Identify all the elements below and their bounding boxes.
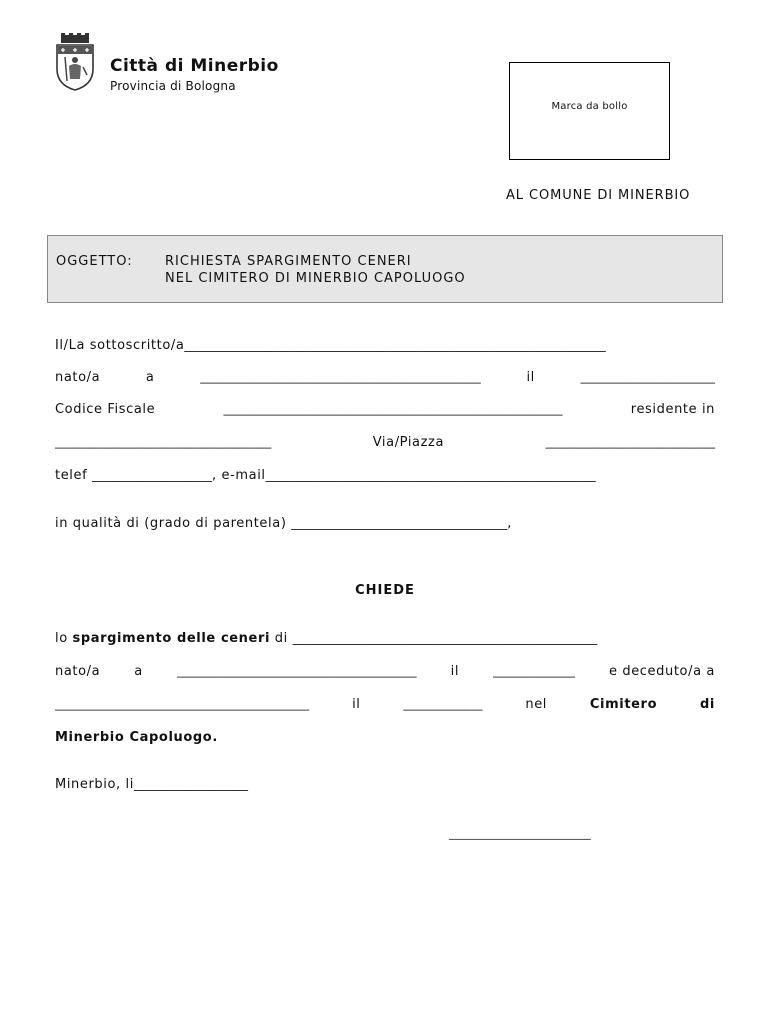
deceduto-label: e deceduto/a a — [609, 664, 715, 679]
revenue-stamp-box — [509, 62, 670, 160]
codice-fiscale-label: Codice Fiscale — [55, 402, 156, 417]
deceased-birthplace-field[interactable]: _________________________________________ — [176, 664, 417, 678]
email-field[interactable]: _______________________________________________________ — [265, 468, 596, 482]
place-label: Minerbio, — [55, 777, 121, 792]
form-row-contatti — [55, 468, 715, 483]
telef-label: telef — [55, 468, 88, 483]
sottoscritto-label: Il/La sottoscritto/a — [55, 338, 185, 353]
cimitero-label: Cimitero — [589, 697, 658, 712]
request-row-nascita — [55, 664, 715, 679]
parentela-label: in qualità di (grado di parentela) — [55, 516, 287, 531]
street-field[interactable]: _____________________________ — [545, 435, 715, 449]
subject-label: OGGETTO: — [56, 254, 133, 269]
subject-line-1: RICHIESTA SPARGIMENTO CENERI — [165, 254, 412, 269]
deceased-birthdate-field[interactable]: ______________ — [493, 664, 575, 678]
residence-city-field[interactable]: _____________________________________ — [55, 435, 272, 449]
request-row-decesso — [55, 697, 715, 712]
city-coat-of-arms-logo — [53, 33, 97, 91]
form-row-nascita — [55, 370, 715, 385]
stamp-label: Marca da bollo — [551, 101, 628, 112]
city-name: Città di Minerbio — [110, 56, 279, 76]
deceased-name-field[interactable]: __________________________________________________ — [292, 631, 598, 645]
nato-a-label: a — [145, 370, 155, 385]
phone-field[interactable]: ____________________ — [92, 468, 213, 482]
residente-label: residente in — [630, 402, 715, 417]
form-row-sottoscritto — [55, 337, 715, 353]
deceased-nato-label: nato/a — [55, 664, 101, 679]
request-row-capoluogo — [55, 730, 715, 745]
signature-field[interactable]: ___________________________ — [449, 828, 591, 840]
province-name: Provincia di Bologna — [110, 79, 236, 93]
li-label: li — [125, 777, 134, 792]
nel-label: nel — [525, 697, 548, 712]
subject-line-2: NEL CIMITERO DI MINERBIO CAPOLUOGO — [165, 271, 466, 286]
recipient-heading: AL COMUNE DI MINERBIO — [506, 188, 691, 203]
chiede-heading: CHIEDE — [355, 583, 415, 598]
form-row-residenza — [55, 435, 715, 450]
deceased-il-label: il — [450, 664, 460, 679]
request-row-spargimento — [55, 631, 715, 646]
via-label: Via/Piazza — [372, 435, 445, 450]
footer-date-row — [55, 777, 715, 792]
nato-label: nato/a — [55, 370, 101, 385]
death-il-label: il — [352, 697, 361, 712]
death-date-field[interactable]: ______________ — [403, 698, 483, 711]
form-row-codice-fiscale — [55, 402, 715, 417]
codice-fiscale-field[interactable]: __________________________________________________________ — [223, 402, 563, 416]
il-label: il — [526, 370, 535, 385]
sottoscritto-field[interactable]: ____________________________________________________________________ — [184, 337, 606, 352]
subject-box — [47, 235, 723, 303]
cimitero-di-label: di — [700, 697, 715, 712]
capoluogo-label: Minerbio Capoluogo. — [55, 730, 218, 745]
birthdate-field[interactable]: _______________________ — [580, 370, 715, 384]
form-row-parentela — [55, 516, 715, 531]
spargimento-label: spargimento delle ceneri — [72, 631, 271, 646]
email-label: , e-mail — [212, 468, 266, 483]
deceased-nato-a-label: a — [134, 664, 143, 679]
di-label: di — [274, 631, 288, 646]
death-place-field[interactable]: _____________________________________________ — [55, 698, 310, 711]
date-field[interactable]: ___________________ — [133, 777, 248, 791]
parentela-comma: , — [507, 516, 512, 531]
parentela-field[interactable]: ____________________________________ — [291, 516, 508, 530]
lo-label: lo — [55, 631, 68, 646]
birthplace-field[interactable]: ________________________________________________ — [200, 370, 481, 384]
